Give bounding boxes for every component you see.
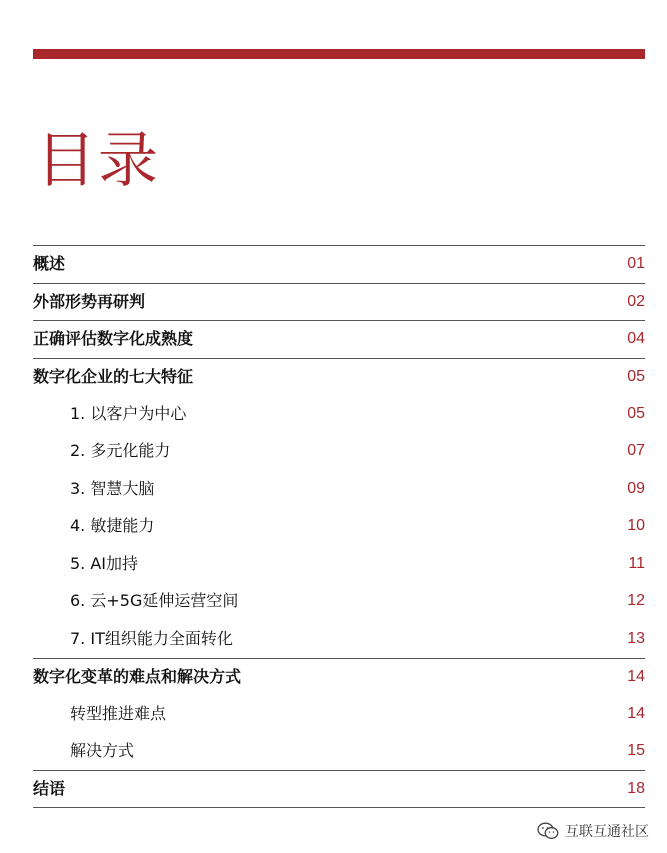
toc-entry[interactable] <box>33 545 645 583</box>
toc-entry-page-number: 10 <box>627 517 645 535</box>
toc-entry[interactable] <box>33 695 645 733</box>
toc-entry-label: 外部形势再研判 <box>33 291 146 311</box>
toc-entry-label: 概述 <box>33 254 66 274</box>
toc-entry-page-number: 05 <box>627 404 645 422</box>
toc-entry-page-number: 14 <box>627 704 645 722</box>
toc-entry[interactable] <box>33 620 645 658</box>
toc-entry[interactable] <box>33 733 645 771</box>
toc-entry-label: 4. 敏捷能力 <box>70 516 155 536</box>
toc-entry-label: 结语 <box>33 778 66 798</box>
toc-entry-page-number: 07 <box>627 442 645 460</box>
top-accent-bar <box>33 49 645 59</box>
toc-entry-label: 解决方式 <box>70 741 135 761</box>
watermark <box>537 821 649 841</box>
wechat-icon <box>537 822 559 840</box>
toc-entry[interactable] <box>33 470 645 508</box>
toc-entry-page-number: 18 <box>627 779 645 797</box>
toc-entry[interactable] <box>33 320 645 358</box>
toc-entry[interactable] <box>33 658 645 696</box>
toc-entry-page-number: 04 <box>627 330 645 348</box>
toc-entry-page-number: 11 <box>628 554 645 572</box>
page-title: 目录 <box>36 126 160 196</box>
toc-entry-label: 6. 云+5G延伸运营空间 <box>70 591 239 611</box>
toc-entry-label: 1. 以客户为中心 <box>70 403 187 423</box>
toc-entry-label: 数字化变革的难点和解决方式 <box>33 666 242 686</box>
toc-entry[interactable] <box>33 508 645 546</box>
toc-entry-page-number: 02 <box>627 292 645 310</box>
toc-entry[interactable] <box>33 395 645 433</box>
toc-entry[interactable] <box>33 245 645 283</box>
toc-entry[interactable] <box>33 358 645 396</box>
toc-entry-label: 正确评估数字化成熟度 <box>33 329 194 349</box>
toc-entry-page-number: 05 <box>627 367 645 385</box>
toc-entry-label: 数字化企业的七大特征 <box>33 366 194 386</box>
toc-entry-page-number: 14 <box>627 667 645 685</box>
toc-entry[interactable] <box>33 433 645 471</box>
toc-entry[interactable] <box>33 583 645 621</box>
toc-entry-label: 转型推进难点 <box>70 703 167 723</box>
toc-entry[interactable] <box>33 283 645 321</box>
toc-entry-label: 7. IT组织能力全面转化 <box>70 628 233 648</box>
toc-entry-page-number: 09 <box>627 479 645 497</box>
toc-entry-label: 3. 智慧大脑 <box>70 478 155 498</box>
toc-entry-label: 5. AI加持 <box>70 553 139 573</box>
toc-entry[interactable] <box>33 770 645 808</box>
toc-entry-page-number: 13 <box>627 629 645 647</box>
toc-entry-label: 2. 多元化能力 <box>70 441 171 461</box>
toc-entry-page-number: 12 <box>627 592 645 610</box>
toc-entry-page-number: 15 <box>627 742 645 760</box>
toc-entry-page-number: 01 <box>627 255 645 273</box>
watermark-text: 互联互通社区 <box>565 824 649 840</box>
table-of-contents <box>33 245 645 808</box>
